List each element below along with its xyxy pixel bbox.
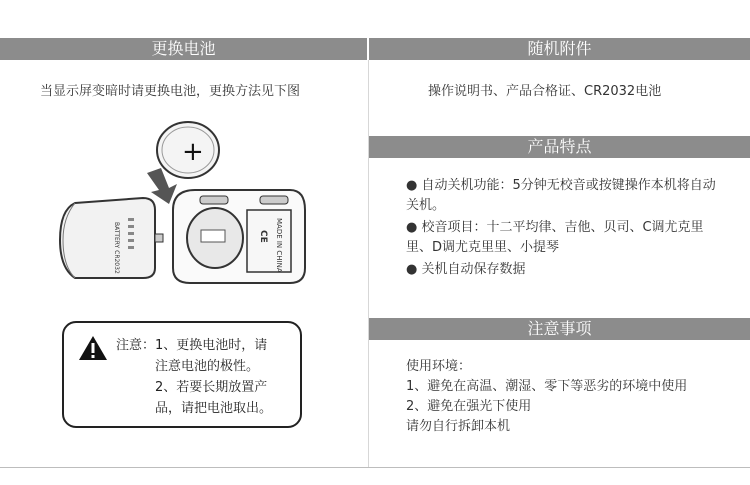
warning-line: 2、若要长期放置产	[155, 380, 268, 395]
warning-triangle-icon	[78, 335, 108, 361]
battery-instruction: 当显示屏变暗时请更换电池，更换方法见下图	[40, 84, 301, 99]
warning-text	[116, 335, 296, 419]
features-list	[406, 176, 726, 282]
coin-battery-icon	[157, 122, 219, 178]
column-divider	[368, 60, 369, 468]
note-line: 使用环境：	[406, 359, 472, 374]
battery-cover	[60, 198, 163, 278]
battery-label: BATTERY CR2032	[113, 222, 120, 274]
tuner-device-body	[173, 190, 305, 283]
note-line: 2、避免在强光下使用	[406, 399, 532, 414]
plus-sign: +	[182, 137, 204, 167]
feature-item: ● 关机自动保存数据	[406, 262, 526, 277]
warning-line: 注意电池的极性。	[155, 359, 260, 374]
accessories-text: 操作说明书、产品合格证、CR2032电池	[428, 84, 662, 99]
note-line: 请勿自行拆卸本机	[406, 419, 511, 434]
ce-mark: CE	[258, 230, 268, 243]
notes-header: 注意事项	[369, 318, 750, 340]
battery-replacement-illustration	[55, 118, 315, 293]
accessories-header: 随机附件	[369, 38, 750, 60]
feature-item: ● 自动关机功能：5分钟无校音或按键操作本机将自动关机。	[406, 178, 716, 213]
warning-box	[62, 321, 302, 428]
bottom-divider	[0, 467, 750, 468]
feature-item: ● 校音项目：十二平均律、吉他、贝司、C调尤克里里、D调尤克里里、小提琴	[406, 220, 704, 255]
features-header: 产品特点	[369, 136, 750, 158]
warning-line: 品，请把电池取出。	[155, 401, 273, 416]
battery-replace-header: 更换电池	[0, 38, 367, 60]
notes-list	[406, 357, 736, 437]
note-line: 1、避免在高温、潮湿、零下等恶劣的环境中使用	[406, 379, 688, 394]
warning-line: 注意：1、更换电池时，请	[116, 338, 268, 353]
made-in-label: MADE IN CHINA	[275, 218, 283, 273]
